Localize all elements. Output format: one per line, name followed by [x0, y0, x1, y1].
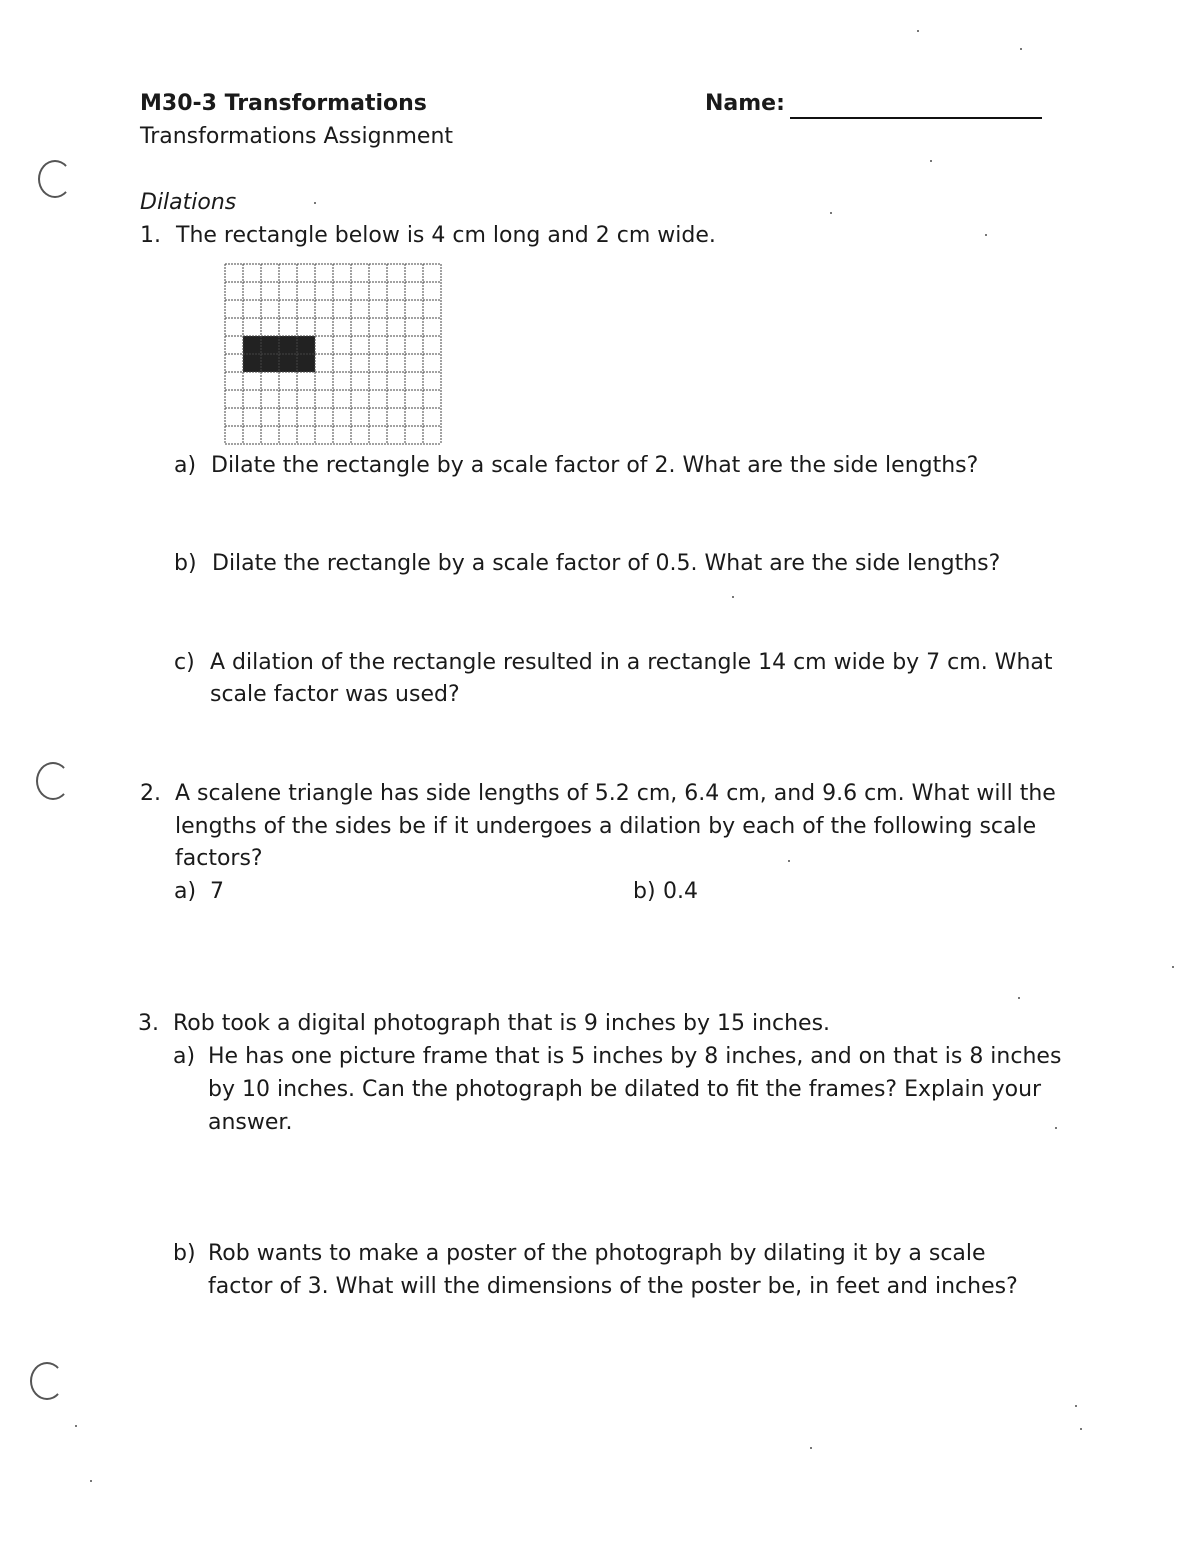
- punch-hole-bottom: [30, 1362, 64, 1400]
- scan-speck: [1018, 997, 1020, 999]
- q3b-line1: Rob wants to make a poster of the photograph by dilating it by a scale: [208, 1241, 986, 1266]
- scan-speck: [830, 212, 832, 214]
- q1-text: The rectangle below is 4 cm long and 2 cm wide.: [176, 223, 716, 248]
- scan-speck: [985, 234, 987, 236]
- q2-line3: factors?: [175, 846, 263, 871]
- punch-hole-top: [38, 160, 72, 198]
- q3b-label: b): [173, 1241, 196, 1266]
- q3-text: Rob took a digital photograph that is 9 inches by 15 inches.: [173, 1011, 831, 1036]
- q1a-label: a): [174, 453, 197, 478]
- scan-speck: [1055, 1127, 1057, 1129]
- q1b-label: b): [174, 551, 197, 576]
- scan-speck: [1075, 1405, 1077, 1407]
- section-title: Dilations: [140, 190, 237, 215]
- assignment-title: Transformations Assignment: [140, 124, 454, 149]
- scan-speck: [930, 160, 932, 162]
- q3a-line2: by 10 inches. Can the photograph be dilated to fit the frames? Explain your: [208, 1077, 1042, 1102]
- scan-speck: [917, 30, 919, 32]
- name-field[interactable]: [790, 117, 1042, 119]
- scan-speck: [1020, 48, 1022, 50]
- q2b-value: 0.4: [663, 879, 698, 904]
- scan-speck: [314, 202, 316, 204]
- scan-speck: [732, 596, 734, 598]
- scan-speck: [1172, 966, 1174, 968]
- q2-line1: A scalene triangle has side lengths of 5.2 cm, 6.4 cm, and 9.6 cm. What will the: [175, 781, 1056, 806]
- q2a-label: a): [174, 879, 197, 904]
- q3a-label: a): [173, 1044, 196, 1069]
- q3-number: 3.: [138, 1011, 159, 1036]
- q2-number: 2.: [140, 781, 161, 806]
- scan-speck: [1080, 1428, 1082, 1430]
- q2a-value: 7: [210, 879, 224, 904]
- course-title: M30-3 Transformations: [140, 91, 427, 116]
- q2-line2: lengths of the sides be if it undergoes a dilation by each of the following scale: [175, 814, 1037, 839]
- q1b-text: Dilate the rectangle by a scale factor of 0.5. What are the side lengths?: [212, 551, 1001, 576]
- q1-number: 1.: [140, 223, 161, 248]
- q1a-text: Dilate the rectangle by a scale factor of 2. What are the side lengths?: [211, 453, 979, 478]
- q1c-line2: scale factor was used?: [210, 682, 460, 707]
- scan-speck: [90, 1480, 92, 1482]
- punch-hole-middle: [36, 762, 70, 800]
- name-label: Name:: [705, 91, 785, 116]
- scan-speck: [788, 860, 790, 862]
- q3a-line1: He has one picture frame that is 5 inches by 8 inches, and on that is 8 inches: [208, 1044, 1062, 1069]
- scan-speck: [75, 1425, 77, 1427]
- rectangle-grid-figure: [224, 263, 442, 445]
- q3b-line2: factor of 3. What will the dimensions of the poster be, in feet and inches?: [208, 1274, 1018, 1299]
- q3a-line3: answer.: [208, 1110, 293, 1135]
- scan-speck: [810, 1447, 812, 1449]
- q1c-label: c): [174, 650, 195, 675]
- q2b-label: b): [633, 879, 656, 904]
- q1c-line1: A dilation of the rectangle resulted in a rectangle 14 cm wide by 7 cm. What: [210, 650, 1053, 675]
